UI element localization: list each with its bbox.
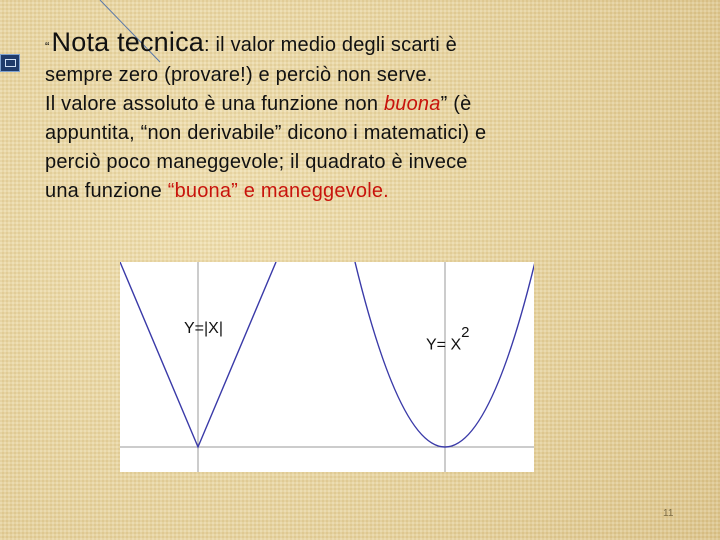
slide-nav-icon[interactable]	[0, 54, 20, 72]
label-square-function	[426, 324, 470, 354]
label-abs-function: Y=|X|	[184, 320, 223, 337]
function-graph-svg	[120, 262, 534, 472]
line3-d: (è	[447, 93, 472, 115]
word-buona: buona	[383, 93, 441, 115]
text-line-4: appuntita, “non derivabile” dicono i matematici) e	[45, 122, 487, 144]
slide-nav-icon-inner	[5, 59, 16, 67]
page-number: 11	[663, 508, 674, 519]
text-line-6	[45, 177, 685, 206]
label-square-base: Y= X	[426, 336, 462, 354]
line3-a: Il valore assoluto è una funzione non	[45, 93, 384, 115]
text-line-1	[45, 28, 685, 61]
line1-rest: : il valor medio degli scarti è	[204, 34, 457, 56]
text-line-5: perciò poco maneggevole; il quadrato è invece	[45, 151, 468, 173]
line3-quote: ”	[440, 93, 448, 115]
text-line-3	[45, 90, 685, 119]
function-graph-image	[120, 262, 534, 472]
label-square-exponent: 2	[461, 324, 470, 341]
line6-a: una funzione	[45, 180, 168, 202]
text-line-2: sempre zero (provare!) e perciò non serve.	[45, 64, 433, 86]
quote-mark: “	[45, 39, 50, 54]
phrase-buona-maneggevole: “buona” e maneggevole.	[167, 180, 389, 202]
title-nota-tecnica: Nota tecnica	[51, 27, 205, 57]
body-text	[45, 28, 685, 206]
